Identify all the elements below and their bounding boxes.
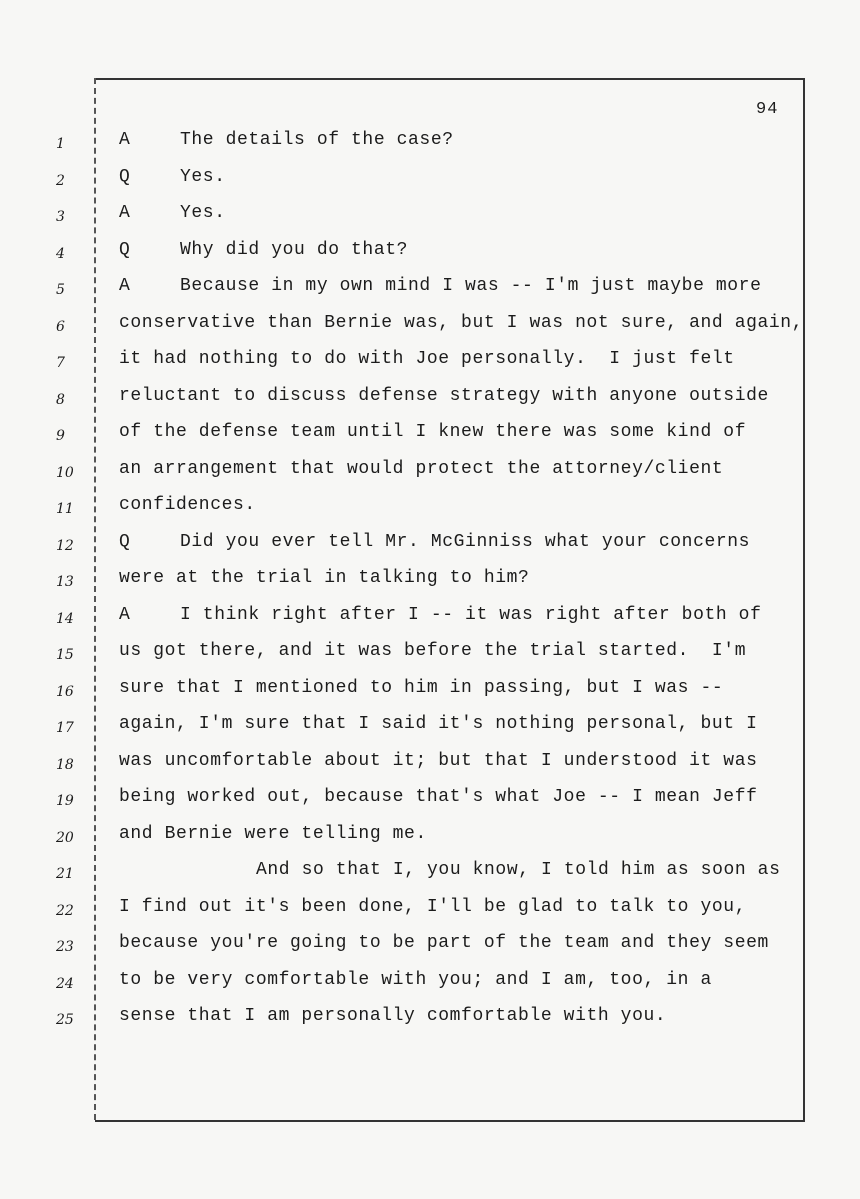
line-number: 10: [56, 464, 74, 481]
speaker-label: A: [119, 130, 131, 150]
line-text: I find out it's been done, I'll be glad to talk to you,: [119, 896, 747, 917]
line-number: 23: [56, 939, 74, 955]
transcript-line: [0, 528, 860, 564]
transcript-line: [0, 820, 860, 856]
line-text: Yes.: [180, 203, 226, 223]
transcript-line: [0, 564, 860, 600]
transcript-line: [0, 418, 860, 454]
line-text: I think right after I -- it was right after both of: [180, 604, 762, 625]
line-number: 14: [56, 610, 74, 627]
transcript-line: [0, 929, 860, 965]
speaker-label: A: [119, 604, 131, 625]
line-number: 18: [56, 756, 74, 773]
speaker-label: A: [119, 203, 131, 223]
transcript-line: [0, 966, 860, 1002]
line-number: 15: [56, 647, 74, 663]
transcript-line: [0, 637, 860, 673]
transcript-line: [0, 893, 860, 929]
line-text: The details of the case?: [180, 130, 454, 150]
speaker-label: Q: [119, 239, 131, 260]
line-text: Yes.: [180, 166, 226, 187]
transcript-line: [0, 236, 860, 272]
line-number: 6: [56, 318, 65, 335]
line-text: and Bernie were telling me.: [119, 823, 427, 844]
line-number: 1: [56, 136, 65, 152]
line-number: 4: [56, 245, 65, 262]
line-number: 7: [56, 355, 65, 371]
line-number: 16: [56, 683, 74, 700]
line-text: was uncomfortable about it; but that I understood it was: [119, 750, 758, 771]
speaker-label: Q: [119, 166, 131, 187]
line-text: reluctant to discuss defense strategy with anyone outside: [119, 385, 769, 406]
line-number: 12: [56, 537, 74, 554]
line-text: Why did you do that?: [180, 239, 409, 260]
transcript-line: [0, 1002, 860, 1038]
transcript-line: [0, 747, 860, 783]
line-text: of the defense team until I knew there was some kind of: [119, 422, 747, 442]
line-text: us got there, and it was before the trial started. I'm: [119, 641, 747, 661]
transcript-line: [0, 199, 860, 235]
line-number: 22: [56, 902, 74, 919]
speaker-label: A: [119, 276, 131, 296]
line-text: because you're going to be part of the team and they seem: [119, 933, 769, 953]
line-text: Did you ever tell Mr. McGinniss what your concerns: [180, 531, 751, 552]
line-number: 3: [56, 209, 65, 225]
transcript-line: [0, 491, 860, 527]
line-number: 2: [56, 172, 65, 189]
line-number: 19: [56, 793, 74, 809]
line-number: 24: [56, 975, 74, 992]
line-text: to be very comfortable with you; and I am, too, in a: [119, 969, 712, 990]
line-text: an arrangement that would protect the attorney/client: [119, 458, 724, 479]
transcript-line: [0, 455, 860, 491]
line-number: 20: [56, 829, 74, 846]
transcript-line: [0, 272, 860, 308]
transcript-line: [0, 601, 860, 637]
transcript-line: [0, 126, 860, 162]
line-number: 9: [56, 428, 65, 444]
line-number: 25: [56, 1012, 74, 1028]
line-text: conservative than Bernie was, but I was not sure, and again,: [119, 312, 804, 333]
transcript-line: [0, 710, 860, 746]
line-number: 5: [56, 282, 65, 298]
transcript-line: [0, 382, 860, 418]
transcript-line: [0, 856, 860, 892]
transcript-line: [0, 163, 860, 199]
line-text: And so that I, you know, I told him as soon as: [256, 860, 781, 880]
page-number: 94: [756, 100, 779, 119]
line-number: 8: [56, 391, 65, 408]
speaker-label: Q: [119, 531, 131, 552]
line-text: sense that I am personally comfortable with you.: [119, 1006, 667, 1026]
line-text: confidences.: [119, 495, 256, 515]
transcript-line: [0, 309, 860, 345]
line-text: sure that I mentioned to him in passing, but I was --: [119, 677, 724, 698]
line-number: 21: [56, 866, 74, 882]
line-text: it had nothing to do with Joe personally. I just felt: [119, 349, 735, 369]
transcript-line: [0, 783, 860, 819]
line-number: 17: [56, 720, 74, 736]
line-number: 13: [56, 574, 74, 590]
line-text: Because in my own mind I was -- I'm just maybe more: [180, 276, 762, 296]
line-text: were at the trial in talking to him?: [119, 568, 530, 588]
line-text: again, I'm sure that I said it's nothing personal, but I: [119, 714, 758, 734]
line-text: being worked out, because that's what Joe -- I mean Jeff: [119, 787, 758, 807]
transcript-line: [0, 345, 860, 381]
transcript-line: [0, 674, 860, 710]
line-number: 11: [56, 501, 74, 517]
